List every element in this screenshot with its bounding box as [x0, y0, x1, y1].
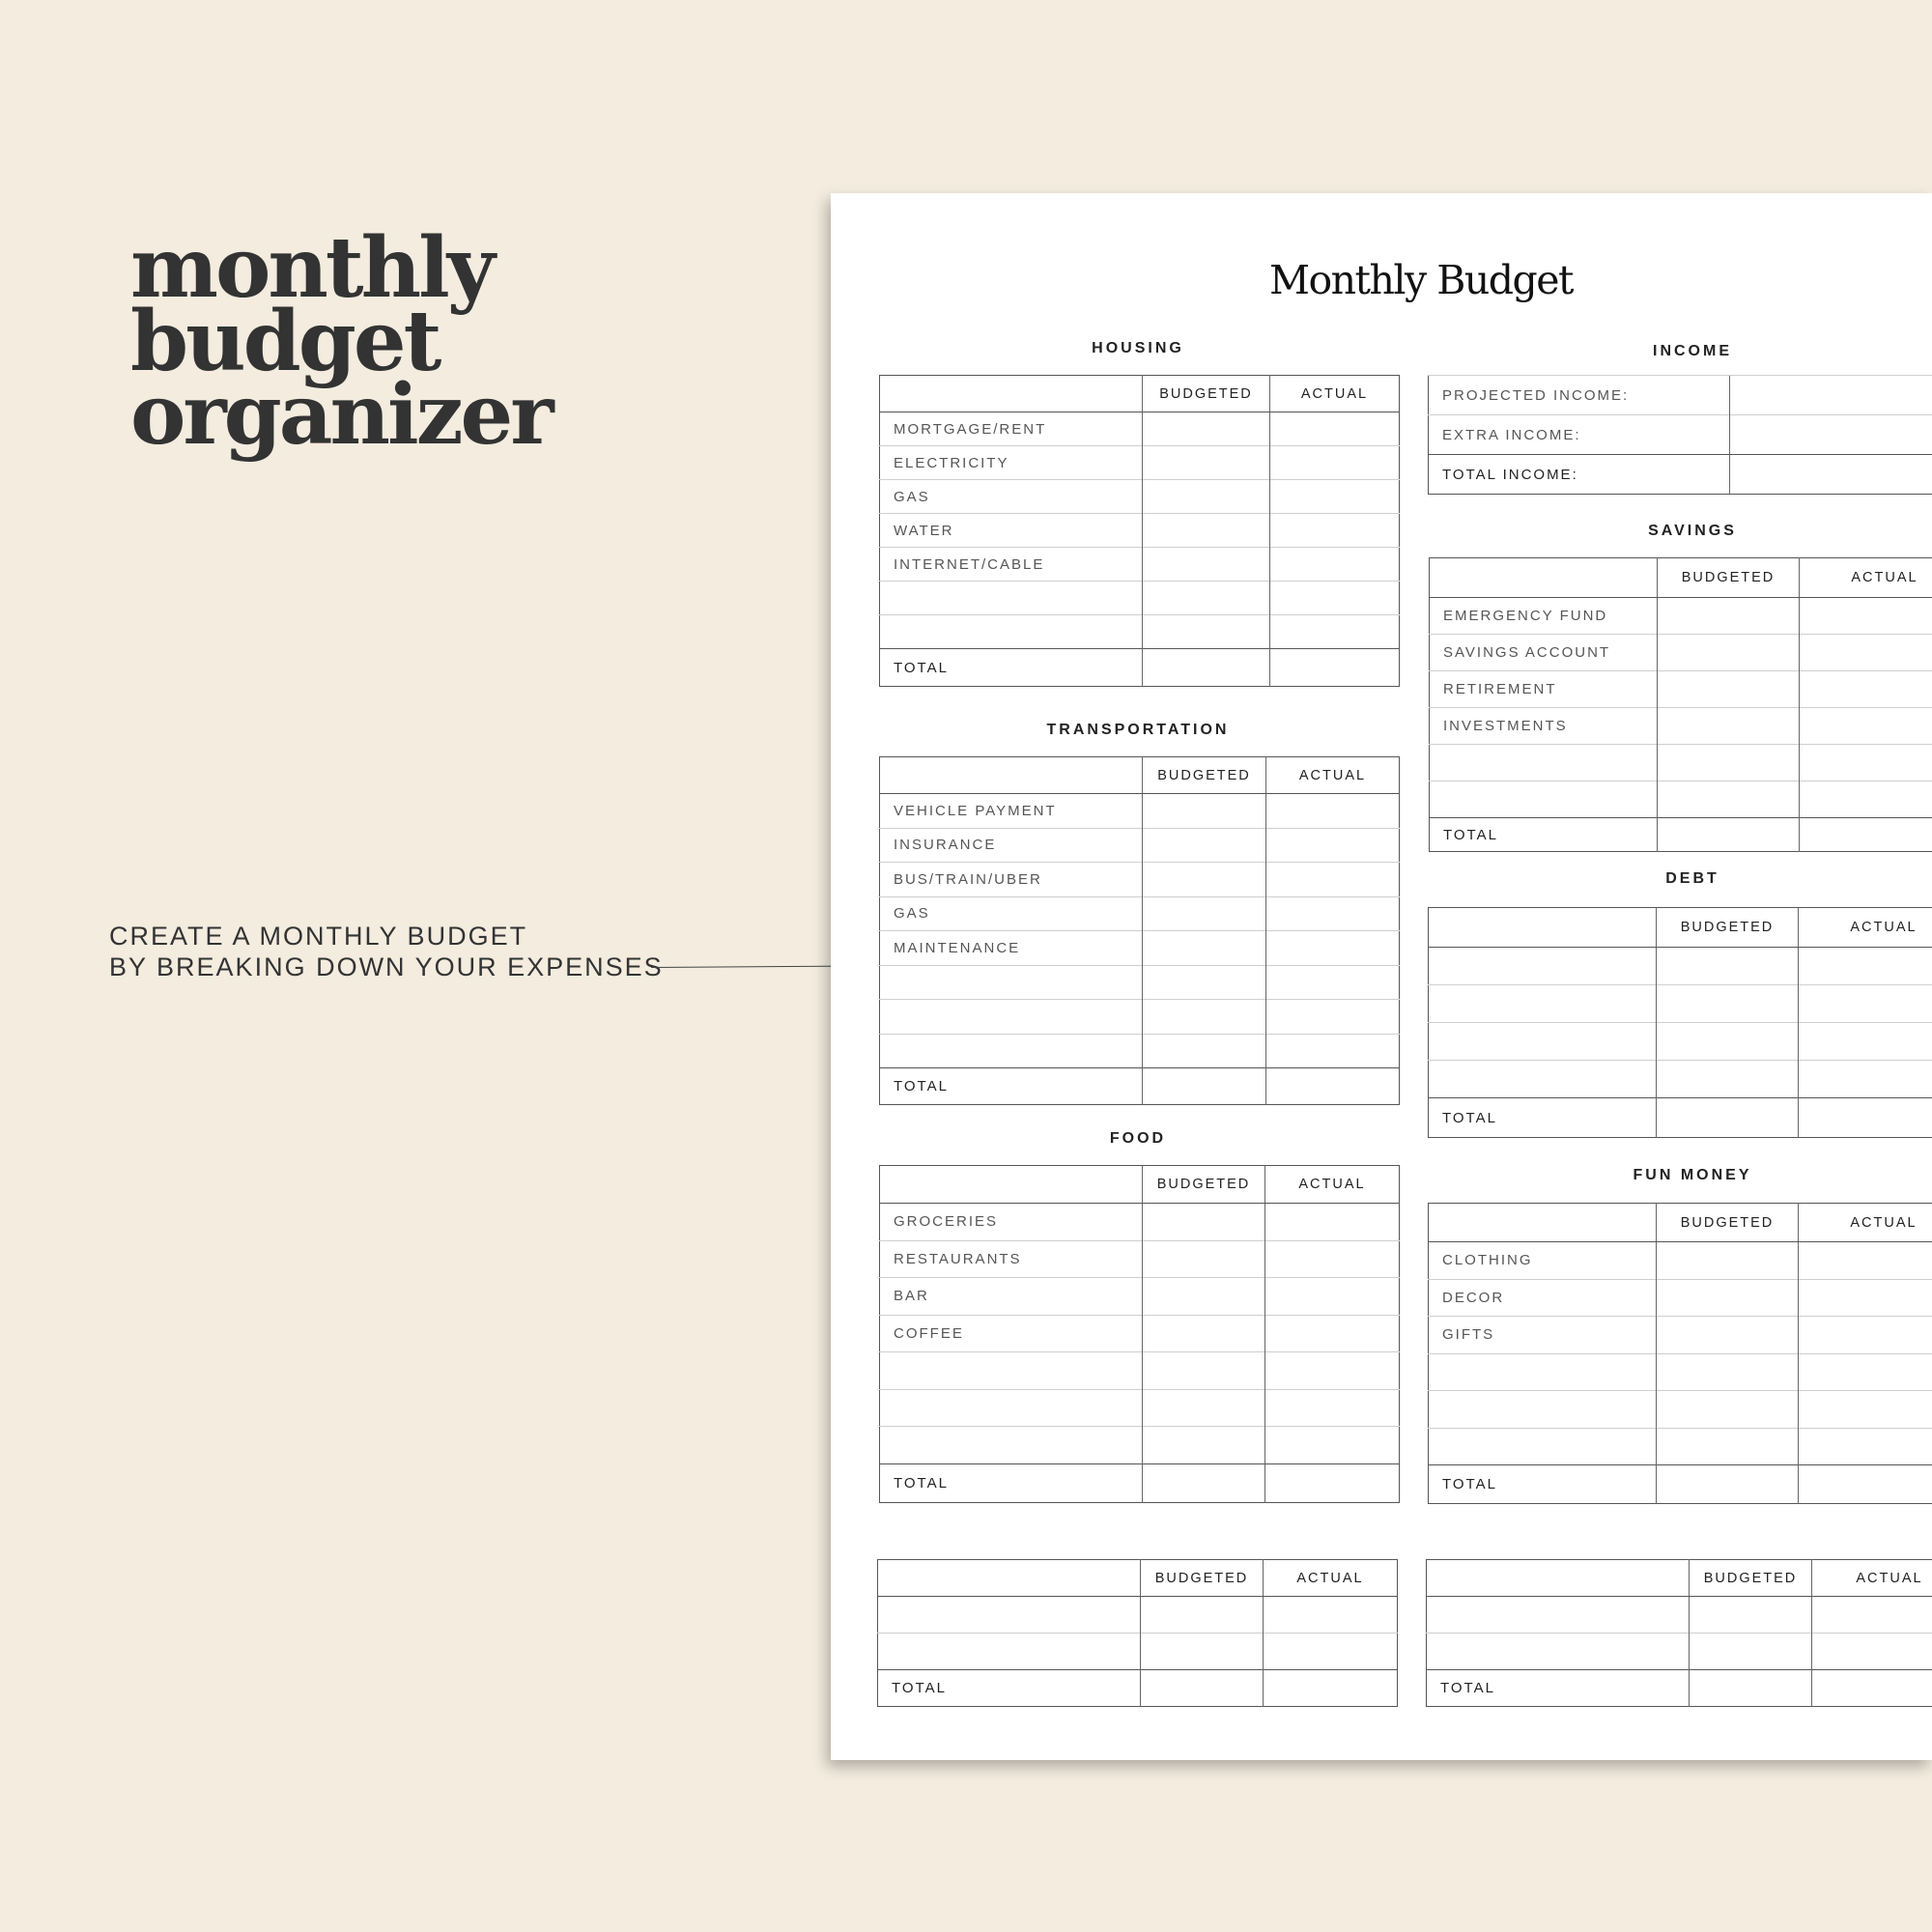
row-label: WATER — [880, 514, 1143, 548]
header-blank-cell — [1429, 908, 1657, 948]
budgeted-cell[interactable] — [1657, 1391, 1799, 1429]
budgeted-cell[interactable] — [1143, 1427, 1265, 1464]
table-row — [880, 1000, 1400, 1035]
row-label[interactable] — [1429, 1023, 1657, 1061]
row-label[interactable] — [880, 1352, 1143, 1390]
budgeted-cell[interactable] — [1141, 1597, 1264, 1634]
budgeted-cell[interactable] — [1143, 931, 1266, 966]
actual-cell[interactable] — [1265, 1352, 1400, 1390]
row-label[interactable] — [880, 965, 1143, 1000]
budgeted-cell[interactable] — [1657, 1023, 1799, 1061]
budgeted-cell[interactable] — [1141, 1634, 1264, 1670]
table-row — [1429, 1023, 1932, 1061]
table-row — [1430, 781, 1932, 818]
header-blank-cell — [880, 757, 1143, 794]
row-label: INSURANCE — [880, 828, 1143, 863]
actual-cell[interactable] — [1265, 1315, 1400, 1352]
row-label: GAS — [880, 896, 1143, 931]
budgeted-cell[interactable] — [1657, 1279, 1799, 1317]
header-row — [880, 376, 1400, 412]
actual-cell[interactable] — [1270, 514, 1400, 548]
row-label[interactable] — [880, 1389, 1143, 1427]
budgeted-cell[interactable] — [1657, 1242, 1799, 1280]
extra-table-left — [877, 1559, 1398, 1707]
actual-cell[interactable] — [1270, 446, 1400, 480]
total-amount-cell[interactable] — [1730, 455, 1932, 495]
total-label: TOTAL — [1429, 1098, 1657, 1138]
header-actual: ACTUAL — [1265, 1166, 1400, 1204]
header-actual: ACTUAL — [1266, 757, 1400, 794]
table-row — [880, 582, 1400, 615]
header-row — [1430, 558, 1932, 598]
budgeted-cell[interactable] — [1143, 1000, 1266, 1035]
budgeted-cell[interactable] — [1143, 1315, 1265, 1352]
table-row — [880, 1315, 1400, 1352]
header-actual: ACTUAL — [1812, 1560, 1932, 1597]
table-row — [878, 1597, 1398, 1634]
actual-cell[interactable] — [1270, 582, 1400, 615]
row-label: GIFTS — [1429, 1317, 1657, 1354]
header-row — [1429, 1204, 1932, 1242]
header-budgeted: BUDGETED — [1658, 558, 1800, 598]
budgeted-cell[interactable] — [1143, 514, 1270, 548]
actual-cell[interactable] — [1799, 1353, 1932, 1391]
table-row — [880, 1240, 1400, 1278]
row-label[interactable] — [880, 1000, 1143, 1035]
budgeted-cell[interactable] — [1690, 1634, 1812, 1670]
budgeted-total-cell[interactable] — [1141, 1670, 1264, 1707]
total-label: TOTAL — [880, 1463, 1143, 1502]
row-label: ELECTRICITY — [880, 446, 1143, 480]
header-actual: ACTUAL — [1799, 1204, 1932, 1242]
budgeted-cell[interactable] — [1143, 863, 1266, 897]
actual-cell[interactable] — [1266, 931, 1400, 966]
section-title-debt: DEBT — [1665, 870, 1719, 887]
header-actual: ACTUAL — [1270, 376, 1400, 412]
budgeted-cell[interactable] — [1143, 1034, 1266, 1068]
income-table — [1428, 375, 1932, 495]
row-label[interactable] — [1427, 1634, 1690, 1670]
row-label: VEHICLE PAYMENT — [894, 802, 1057, 819]
table-row — [880, 514, 1400, 548]
table-row — [880, 931, 1400, 966]
budgeted-cell[interactable] — [1143, 828, 1266, 863]
actual-cell[interactable] — [1265, 1278, 1400, 1316]
header-actual: ACTUAL — [1800, 558, 1932, 598]
budgeted-cell[interactable] — [1143, 1389, 1265, 1427]
table-row — [880, 896, 1400, 931]
total-label: TOTAL — [880, 649, 1143, 687]
header-budgeted: BUDGETED — [1657, 908, 1799, 948]
row-label: RESTAURANTS — [880, 1240, 1143, 1278]
row-label: GAS — [880, 480, 1143, 514]
budgeted-total-cell[interactable] — [1143, 649, 1270, 687]
header-blank-cell — [880, 1166, 1143, 1204]
actual-cell[interactable] — [1265, 1240, 1400, 1278]
table-row — [1429, 985, 1932, 1023]
table-row — [880, 1389, 1400, 1427]
header-blank-cell[interactable] — [878, 1560, 1141, 1597]
row-label: INVESTMENTS — [1430, 708, 1658, 745]
table-row — [880, 548, 1400, 582]
table-row — [1429, 1279, 1932, 1317]
table-row — [1430, 598, 1932, 635]
actual-cell[interactable] — [1265, 1427, 1400, 1464]
budgeted-total-cell[interactable] — [1143, 1463, 1265, 1502]
row-label: SAVINGS ACCOUNT — [1430, 635, 1658, 671]
table-row — [1429, 1428, 1932, 1465]
row-label: CLOTHING — [1442, 1252, 1533, 1269]
budgeted-cell[interactable] — [1143, 794, 1266, 829]
budgeted-cell[interactable] — [1658, 745, 1800, 781]
budgeted-cell[interactable] — [1143, 480, 1270, 514]
header-budgeted: BUDGETED — [1657, 1204, 1799, 1242]
section-title-income: INCOME — [1653, 343, 1732, 359]
actual-cell[interactable] — [1799, 1242, 1932, 1280]
headline-line: budget — [130, 293, 440, 390]
table-row — [880, 863, 1400, 897]
actual-total-cell[interactable] — [1799, 1465, 1932, 1504]
caption-line: CREATE A MONTHLY BUDGET — [109, 922, 528, 951]
debt-table — [1428, 907, 1932, 1138]
row-label: INTERNET/CABLE — [880, 548, 1143, 582]
header-budgeted: BUDGETED — [1143, 376, 1270, 412]
actual-cell[interactable] — [1800, 708, 1932, 745]
row-label[interactable] — [1429, 1061, 1657, 1098]
budgeted-cell[interactable] — [1657, 985, 1799, 1023]
header-row — [880, 1166, 1400, 1204]
actual-cell[interactable] — [1800, 635, 1932, 671]
budgeted-cell[interactable] — [1658, 671, 1800, 708]
actual-total-cell[interactable] — [1800, 818, 1932, 852]
actual-cell[interactable] — [1270, 615, 1400, 649]
table-row — [880, 1278, 1400, 1316]
savings-table — [1429, 557, 1932, 852]
amount-cell[interactable] — [1730, 415, 1932, 455]
section-title-fun-money: FUN MONEY — [1633, 1167, 1752, 1183]
row-label: BAR — [880, 1278, 1143, 1316]
table-row — [1427, 1597, 1932, 1634]
row-label[interactable] — [880, 582, 1143, 615]
header-budgeted: BUDGETED — [1143, 1166, 1265, 1204]
table-row — [1430, 635, 1932, 671]
actual-cell[interactable] — [1800, 745, 1932, 781]
table-row — [1429, 1061, 1932, 1098]
actual-cell[interactable] — [1812, 1597, 1932, 1634]
table-row — [880, 480, 1400, 514]
row-label[interactable] — [878, 1634, 1141, 1670]
sheet-title: Monthly Budget — [1268, 257, 1574, 303]
actual-cell[interactable] — [1270, 412, 1400, 446]
headline-line: organizer — [130, 366, 552, 464]
table-row — [1429, 1317, 1932, 1354]
budgeted-cell[interactable] — [1143, 1352, 1265, 1390]
budgeted-total-cell[interactable] — [1143, 1068, 1266, 1105]
budgeted-cell[interactable] — [1143, 446, 1270, 480]
table-row — [1430, 671, 1932, 708]
table-row — [880, 965, 1400, 1000]
actual-cell[interactable] — [1266, 896, 1400, 931]
section-title-food: FOOD — [1109, 1130, 1167, 1147]
row-label: EMERGENCY FUND — [1443, 608, 1608, 624]
row-label[interactable] — [880, 1034, 1143, 1068]
row-label[interactable] — [878, 1597, 1141, 1634]
transportation-table — [879, 756, 1400, 1105]
total-row — [880, 649, 1400, 687]
table-row — [880, 412, 1400, 446]
table-row — [1429, 948, 1932, 985]
actual-total-cell[interactable] — [1812, 1670, 1932, 1707]
total-label: TOTAL — [1427, 1670, 1690, 1707]
amount-cell[interactable] — [1730, 376, 1932, 415]
header-budgeted: BUDGETED — [1141, 1560, 1264, 1597]
housing-table — [879, 375, 1400, 687]
budgeted-cell[interactable] — [1143, 412, 1270, 446]
total-label: TOTAL — [878, 1670, 1141, 1707]
budgeted-cell[interactable] — [1143, 1240, 1265, 1278]
actual-cell[interactable] — [1266, 965, 1400, 1000]
header-actual: ACTUAL — [1264, 1560, 1398, 1597]
row-label: EXTRA INCOME: — [1429, 415, 1730, 455]
total-row — [1429, 455, 1932, 495]
actual-cell[interactable] — [1266, 794, 1400, 829]
actual-total-cell[interactable] — [1270, 649, 1400, 687]
headline-line: monthly — [130, 219, 493, 317]
budgeted-cell[interactable] — [1143, 582, 1270, 615]
header-actual: ACTUAL — [1799, 908, 1932, 948]
actual-cell[interactable] — [1265, 1204, 1400, 1241]
section-title-housing: HOUSING — [1092, 340, 1184, 356]
header-row — [1427, 1560, 1932, 1597]
row-label: RETIREMENT — [1430, 671, 1658, 708]
actual-cell[interactable] — [1264, 1634, 1398, 1670]
row-label[interactable] — [1427, 1597, 1690, 1634]
budgeted-cell[interactable] — [1658, 635, 1800, 671]
row-label: COFFEE — [880, 1315, 1143, 1352]
budgeted-total-cell[interactable] — [1658, 818, 1800, 852]
total-label: TOTAL — [1430, 818, 1658, 852]
table-row — [1427, 1634, 1932, 1670]
table-row — [880, 828, 1400, 863]
header-row — [880, 757, 1400, 794]
header-budgeted: BUDGETED — [1690, 1560, 1812, 1597]
row-label: BUS/TRAIN/UBER — [880, 863, 1143, 897]
header-blank-cell — [1430, 558, 1658, 598]
budgeted-total-cell[interactable] — [1690, 1670, 1812, 1707]
extra-table-right — [1426, 1559, 1932, 1707]
row-label[interactable] — [880, 1427, 1143, 1464]
budget-sheet — [831, 193, 1932, 1760]
actual-total-cell[interactable] — [1265, 1463, 1400, 1502]
table-row — [880, 1204, 1400, 1241]
table-row — [1429, 1242, 1932, 1280]
total-row — [880, 1463, 1400, 1502]
budgeted-cell[interactable] — [1657, 1061, 1799, 1098]
total-row — [880, 1068, 1400, 1105]
actual-total-cell[interactable] — [1266, 1068, 1400, 1105]
budgeted-cell[interactable] — [1143, 615, 1270, 649]
table-row — [880, 1427, 1400, 1464]
budgeted-cell[interactable] — [1658, 598, 1800, 635]
table-row — [878, 1634, 1398, 1670]
row-label: MORTGAGE/RENT — [894, 420, 1047, 438]
actual-cell[interactable] — [1799, 1428, 1932, 1465]
section-title-savings: SAVINGS — [1648, 523, 1737, 539]
budgeted-cell[interactable] — [1658, 708, 1800, 745]
table-row — [1429, 1391, 1932, 1429]
actual-cell[interactable] — [1799, 1317, 1932, 1354]
food-table — [879, 1165, 1400, 1503]
budgeted-cell[interactable] — [1143, 548, 1270, 582]
actual-cell[interactable] — [1266, 1000, 1400, 1035]
row-label[interactable] — [1430, 745, 1658, 781]
header-blank-cell — [1429, 1204, 1657, 1242]
table-row — [1430, 745, 1932, 781]
promo-headline — [130, 219, 552, 464]
actual-cell[interactable] — [1264, 1597, 1398, 1634]
actual-cell[interactable] — [1799, 1061, 1932, 1098]
total-row — [1429, 1098, 1932, 1138]
actual-cell[interactable] — [1265, 1389, 1400, 1427]
header-row — [878, 1560, 1398, 1597]
budgeted-cell[interactable] — [1143, 965, 1266, 1000]
actual-cell[interactable] — [1266, 828, 1400, 863]
total-label: TOTAL — [1429, 1465, 1657, 1504]
actual-cell[interactable] — [1799, 1279, 1932, 1317]
header-budgeted: BUDGETED — [1143, 757, 1266, 794]
total-label: TOTAL INCOME: — [1429, 455, 1730, 495]
actual-cell[interactable] — [1270, 480, 1400, 514]
table-row — [1430, 708, 1932, 745]
row-label[interactable] — [880, 615, 1143, 649]
budgeted-cell[interactable] — [1658, 781, 1800, 818]
total-row — [1427, 1670, 1932, 1707]
header-blank-cell[interactable] — [1427, 1560, 1690, 1597]
budgeted-total-cell[interactable] — [1657, 1465, 1799, 1504]
budgeted-cell[interactable] — [1143, 1278, 1265, 1316]
fun-money-table — [1428, 1203, 1932, 1504]
row-label: DECOR — [1429, 1279, 1657, 1317]
table-row — [1429, 376, 1932, 415]
row-label: GROCERIES — [894, 1213, 999, 1231]
total-row — [1429, 1465, 1932, 1504]
row-label[interactable] — [1429, 948, 1657, 985]
section-title-transportation: TRANSPORTATION — [1046, 722, 1230, 738]
row-label: PROJECTED INCOME: — [1429, 376, 1730, 415]
row-label[interactable] — [1429, 1428, 1657, 1465]
actual-cell[interactable] — [1270, 548, 1400, 582]
actual-cell[interactable] — [1800, 598, 1932, 635]
actual-cell[interactable] — [1800, 671, 1932, 708]
budgeted-cell[interactable] — [1657, 1353, 1799, 1391]
actual-cell[interactable] — [1799, 1023, 1932, 1061]
table-row — [880, 615, 1400, 649]
total-row — [878, 1670, 1398, 1707]
row-label[interactable] — [1430, 781, 1658, 818]
table-row — [880, 794, 1400, 829]
budgeted-cell[interactable] — [1143, 896, 1266, 931]
table-row — [1429, 1353, 1932, 1391]
actual-cell[interactable] — [1800, 781, 1932, 818]
total-row — [1430, 818, 1932, 852]
actual-cell[interactable] — [1799, 948, 1932, 985]
row-label[interactable] — [1429, 985, 1657, 1023]
header-row — [1429, 908, 1932, 948]
row-label: MAINTENANCE — [880, 931, 1143, 966]
header-blank-cell — [880, 376, 1143, 412]
budgeted-cell[interactable] — [1143, 1204, 1265, 1241]
table-row — [880, 1352, 1400, 1390]
actual-total-cell[interactable] — [1799, 1098, 1932, 1138]
table-row — [880, 1034, 1400, 1068]
actual-total-cell[interactable] — [1264, 1670, 1398, 1707]
budgeted-cell[interactable] — [1657, 948, 1799, 985]
actual-cell[interactable] — [1812, 1634, 1932, 1670]
table-row — [880, 446, 1400, 480]
caption-line: BY BREAKING DOWN YOUR EXPENSES — [109, 952, 664, 981]
budgeted-cell[interactable] — [1657, 1317, 1799, 1354]
actual-cell[interactable] — [1266, 863, 1400, 897]
row-label[interactable] — [1429, 1353, 1657, 1391]
budgeted-cell[interactable] — [1690, 1597, 1812, 1634]
promo-caption — [109, 921, 664, 982]
row-label[interactable] — [1429, 1391, 1657, 1429]
budgeted-cell[interactable] — [1657, 1428, 1799, 1465]
actual-cell[interactable] — [1266, 1034, 1400, 1068]
table-row — [1429, 415, 1932, 455]
budgeted-total-cell[interactable] — [1657, 1098, 1799, 1138]
actual-cell[interactable] — [1799, 1391, 1932, 1429]
total-label: TOTAL — [880, 1068, 1143, 1105]
actual-cell[interactable] — [1799, 985, 1932, 1023]
